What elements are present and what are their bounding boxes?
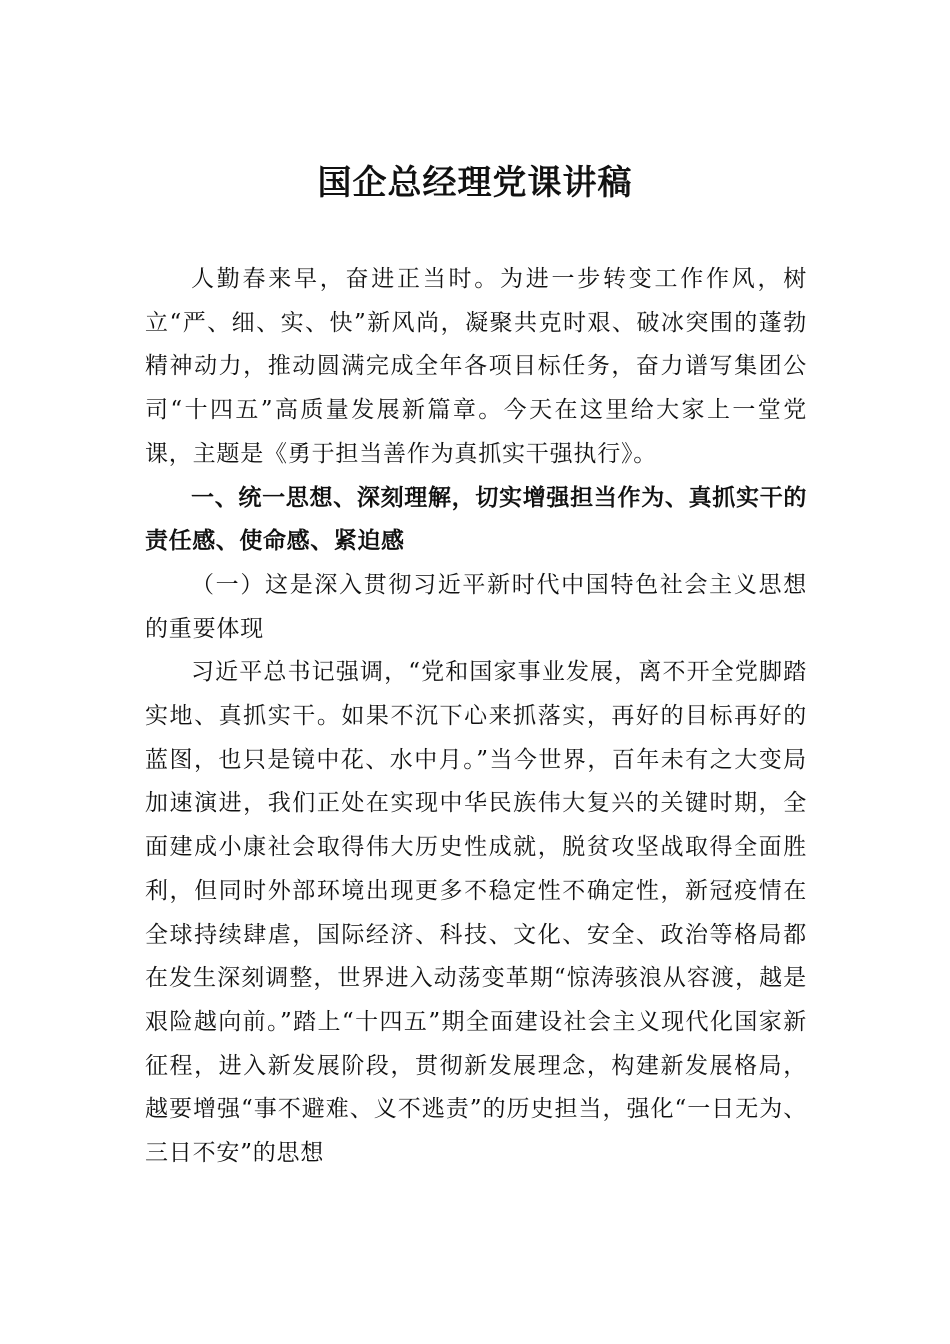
document-body (145, 258, 807, 1176)
section-heading-1: 一、统一思想、深刻理解，切实增强担当作为、真抓实干的责任感、使命感、紧迫感 (145, 484, 807, 555)
intro-paragraph: 人勤春来早，奋进正当时。为进一步转变工作作风，树立“严、细、实、快”新风尚，凝聚共克时艰、破冰突围的蓬勃精神动力，推动圆满完成全年各项目标任务，奋力谱写集团公司“十四五”高质量发展新篇章。今天在这里给大家上一堂党课，主题是《勇于担当善作为真抓实干强执行》。 (145, 266, 807, 467)
subsection-heading-1: （一）这是深入贯彻习近平新时代中国特色社会主义思想的重要体现 (145, 571, 807, 642)
document-title: 国企总经理党课讲稿 (317, 163, 633, 203)
body-paragraph-1: 习近平总书记强调，“党和国家事业发展，离不开全党脚踏实地、真抓实干。如果不沉下心来抓落实，再好的目标再好的蓝图，也只是镜中花、水中月。”当今世界，百年未有之大变局加速演进，我们正处在实现中华民族伟大复兴的关键时期，全面建成小康社会取得伟大历史性成就，脱贫攻坚战取得全面胜利，但同时外部环境出现更多不稳定性不确定性，新冠疫情在全球持续肆虐，国际经济、科技、文化、安全、政治等格局都在发生深刻调整，世界进入动荡变革期“惊涛骇浪从容渡，越是艰险越向前。”踏上“十四五”期全面建设社会主义现代化国家新征程，进入新发展阶段，贯彻新发展理念，构建新发展格局，越要增强“事不避难、义不逃责”的历史担当，强化“一日无为、三日不安”的思想 (145, 659, 807, 1167)
